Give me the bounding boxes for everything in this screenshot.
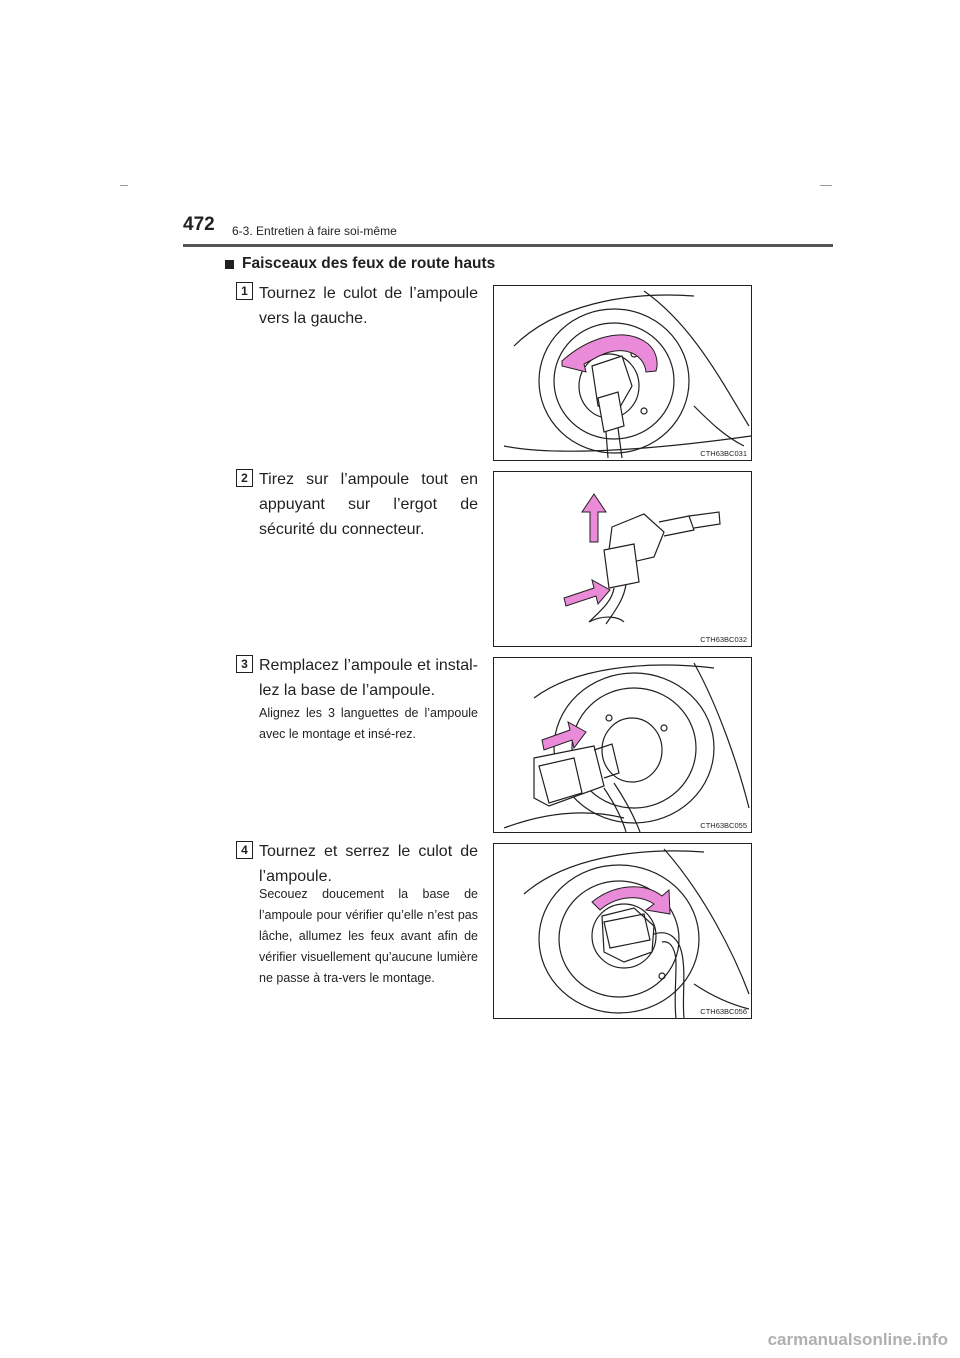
figure-code-3: CTH63BC055 (700, 821, 747, 830)
bulb-install-illustration (494, 658, 751, 832)
step-number-1: 1 (236, 282, 253, 300)
step-4-note: Secouez doucement la base de l’ampoule pour vérifier qu’elle n’est pas lâche, allumez les feux avant afin de vérifier visuellement qu’aucune lumière ne passe à tra-vers le montage. (259, 887, 478, 985)
step-number-3: 3 (236, 655, 253, 673)
figure-step-2 (493, 471, 752, 647)
chapter-header: 6-3. Entretien à faire soi-même (232, 224, 397, 238)
figure-step-3 (493, 657, 752, 833)
watermark: carmanualsonline.info (767, 1330, 948, 1349)
page-number: 472 (183, 214, 215, 235)
crop-mark-left (120, 185, 128, 186)
crop-mark-right (820, 185, 832, 186)
step-number-4: 4 (236, 841, 253, 859)
figure-step-4 (493, 843, 752, 1019)
figure-code-1: CTH63BC031 (700, 449, 747, 458)
figure-code-4: CTH63BC056 (700, 1007, 747, 1016)
bulb-rotate-right-illustration (494, 844, 751, 1018)
step-2-text: Tirez sur l’ampoule tout en appuyant sur l’ergot de sécurité du connecteur. (259, 471, 478, 538)
square-bullet-icon (225, 260, 234, 269)
step-4-text: Tournez et serrez le culot de l’ampoule. (259, 843, 478, 885)
step-1-text: Tournez le culot de l’ampoule vers la gauche. (259, 285, 478, 327)
figure-step-1 (493, 285, 752, 461)
header-rule (183, 244, 833, 247)
step-3-note: Alignez les 3 languettes de l’ampoule avec le montage et insé-rez. (259, 706, 478, 741)
section-title: Faisceaux des feux de route hauts (242, 255, 496, 272)
section-heading (225, 255, 495, 273)
figure-code-2: CTH63BC032 (700, 635, 747, 644)
step-number-2: 2 (236, 469, 253, 487)
bulb-rotate-left-illustration (494, 286, 751, 460)
step-3-text: Remplacez l’ampoule et instal-lez la base de l’ampoule. (259, 657, 478, 699)
bulb-pull-illustration (494, 472, 751, 646)
